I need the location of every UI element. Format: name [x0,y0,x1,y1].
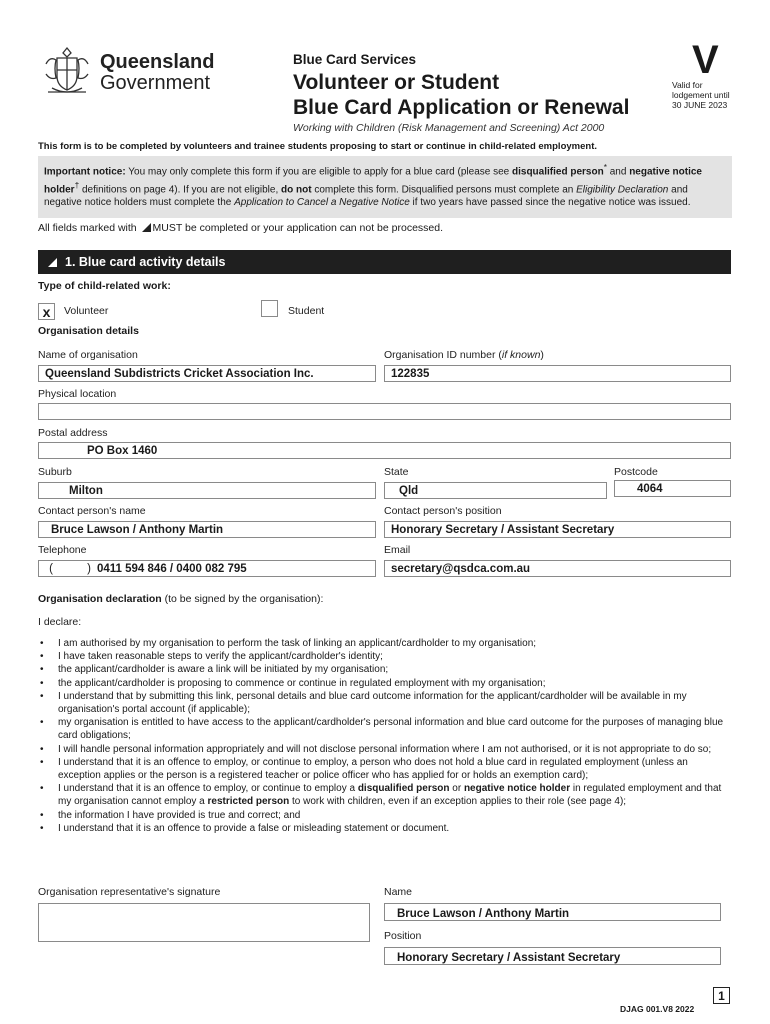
declaration-item: • I will handle personal information appropriately and will not disclose personal information where I am not authorised, or it is not appropriate to do so; [38,743,728,756]
contact-position-label: Contact person's position [384,505,502,517]
rep-name-field[interactable]: Bruce Lawson / Anthony Martin [384,903,721,921]
item-text: to work with children, even if an exception applies to their role (see page 4); [289,796,627,808]
form-title [293,70,663,120]
contact-name-label: Contact person's name [38,505,146,517]
email-label: Email [384,544,411,556]
declaration-item: • the applicant/cardholder is aware a link will be initiated by my organisation; [38,663,728,676]
notice-bold: negative notice holder [44,166,702,196]
declaration-item: • I have taken reasonable steps to verify the applicant/cardholder's identity; [38,650,728,663]
item-bold: disqualified person [357,783,450,795]
mandatory-triangle-icon [48,258,57,267]
mandatory-note-before: All fields marked with [38,222,137,234]
form-title-line2: Blue Card Application or Renewal [293,96,630,119]
declaration-item: • I understand that it is an offence to provide a false or misleading statement or document. [38,822,728,835]
declaration-list [38,637,728,835]
volunteer-label: Volunteer [64,305,109,317]
rep-position-label: Position [384,930,422,942]
mandatory-triangle-icon [142,223,151,232]
org-id-label-text: Organisation ID number ( [384,349,502,361]
rep-position-field[interactable]: Honorary Secretary / Assistant Secretary [384,947,721,965]
postcode-field[interactable]: 4064 [614,480,731,497]
telephone-field[interactable] [38,560,376,577]
section-1-title: 1. Blue card activity details [65,255,226,269]
state-label: State [384,466,409,478]
student-label: Student [288,305,325,317]
intro-text: This form is to be completed by volunteers and trainee students proposing to start or continue in child-related employment. [38,141,597,152]
org-id-label [384,349,544,361]
item-bold: negative notice holder [463,783,571,795]
notice-text: definitions on page 4). If you are not eligible, [79,184,281,196]
state-field[interactable]: Qld [384,482,607,499]
contact-position-field[interactable]: Honorary Secretary / Assistant Secretary [384,521,731,538]
postal-address-field[interactable]: PO Box 1460 [38,442,731,459]
logo-line2: Government [100,72,211,94]
qld-government-logo [38,42,218,100]
suburb-field[interactable]: Milton [38,482,376,499]
page-number: 1 [713,987,730,1004]
postcode-label: Postcode [614,466,658,478]
notice-lead: Important notice: [44,166,126,178]
org-details-heading: Organisation details [38,325,139,337]
rep-name-label: Name [384,886,413,898]
i-declare-label: I declare: [38,616,82,628]
declaration-heading [38,593,323,605]
notice-sup: * [603,162,607,172]
important-notice [38,156,732,218]
telephone-label: Telephone [38,544,87,556]
org-id-label-italic: if known [501,349,541,361]
notice-text: and [606,166,630,178]
act-name: Working with Children (Risk Management and Screening) Act 2000 [293,122,605,134]
service-name: Blue Card Services [293,52,417,67]
org-name-field[interactable]: Queensland Subdistricts Cricket Association Inc. [38,365,376,382]
notice-text: and negative notice holders must complete the [44,184,688,208]
volunteer-checkbox[interactable]: x [38,303,55,320]
validity-line1: Valid for [672,80,703,90]
physical-location-label: Physical location [38,388,117,400]
validity-line3: 30 JUNE 2023 [672,100,728,110]
validity-line2: lodgement until [672,90,730,100]
declaration-item: • I understand that it is an offence to employ, or continue to employ, a person who does not hold a blue card in regulated employment (unless an exception applies or the person is a registered teacher or police officer who has applied for or holds an exemption card); [38,756,728,782]
notice-text: You may only complete this form if you are eligible to apply for a blue card (please see [125,166,512,178]
logo-line1: Queensland [100,51,215,73]
coat-of-arms-icon [38,42,96,100]
form-code: DJAG 001.V8 2022 [620,1004,695,1014]
notice-italic: Application to Cancel a Negative Notice [234,196,410,208]
declaration-item: • I am authorised by my organisation to perform the task of linking an applicant/cardholder to my organisation; [38,637,728,650]
suburb-label: Suburb [38,466,72,478]
org-id-label-end: ) [540,349,544,361]
declaration-item: • the applicant/cardholder is proposing to commence or continue in regulated employment with my organisation; [38,677,728,690]
org-name-label: Name of organisation [38,349,138,361]
validity-note [672,80,742,110]
mandatory-note-after: MUST be completed or your application can not be processed. [152,222,444,234]
notice-bold: disqualified person [512,166,604,178]
notice-text: complete this form. Disqualified persons must complete an [311,184,577,196]
declaration-item: • my organisation is entitled to have access to the applicant/cardholder's personal information and blue card outcome for the purposes of managing blue card obligations; [38,716,728,742]
area-code-close: ) [87,563,91,575]
notice-italic: Eligibility Declaration [576,184,669,196]
notice-text: if two years have passed since the negative notice was issued. [409,196,691,208]
declaration-title-note: (to be signed by the organisation): [161,593,324,605]
physical-location-field[interactable] [38,403,731,420]
email-field[interactable]: secretary@qsdca.com.au [384,560,731,577]
signature-label: Organisation representative's signature [38,886,221,898]
declaration-item: • I understand that by submitting this link, personal details and blue card outcome information for the applicant/cardholder will be available in my organisation's portal account (if applicable); [38,690,728,716]
notice-sup: † [74,179,80,190]
item-bold: restricted person [207,796,290,808]
item-text: or [449,783,464,795]
form-title-line1: Volunteer or Student [293,71,500,94]
postal-address-label: Postal address [38,427,108,439]
area-code-open: ( [49,563,53,575]
section-1-header [38,250,731,274]
item-text: I understand that it is an offence to employ, or continue to employ a [58,783,358,795]
declaration-title: Organisation declaration [38,593,162,605]
form-letter: V [692,38,719,82]
declaration-item: • the information I have provided is true and correct; and [38,809,728,822]
notice-bold: do not [281,184,312,196]
contact-name-field[interactable]: Bruce Lawson / Anthony Martin [38,521,376,538]
mandatory-note [38,222,443,234]
telephone-value: 0411 594 846 / 0400 082 795 [97,563,247,575]
declaration-item [38,782,728,808]
work-type-label: Type of child-related work: [38,280,171,292]
student-checkbox[interactable] [261,300,278,317]
signature-field[interactable] [38,903,370,942]
org-id-field[interactable]: 122835 [384,365,731,382]
item-text: in regulated employment and that my organisation cannot employ a [58,783,722,808]
